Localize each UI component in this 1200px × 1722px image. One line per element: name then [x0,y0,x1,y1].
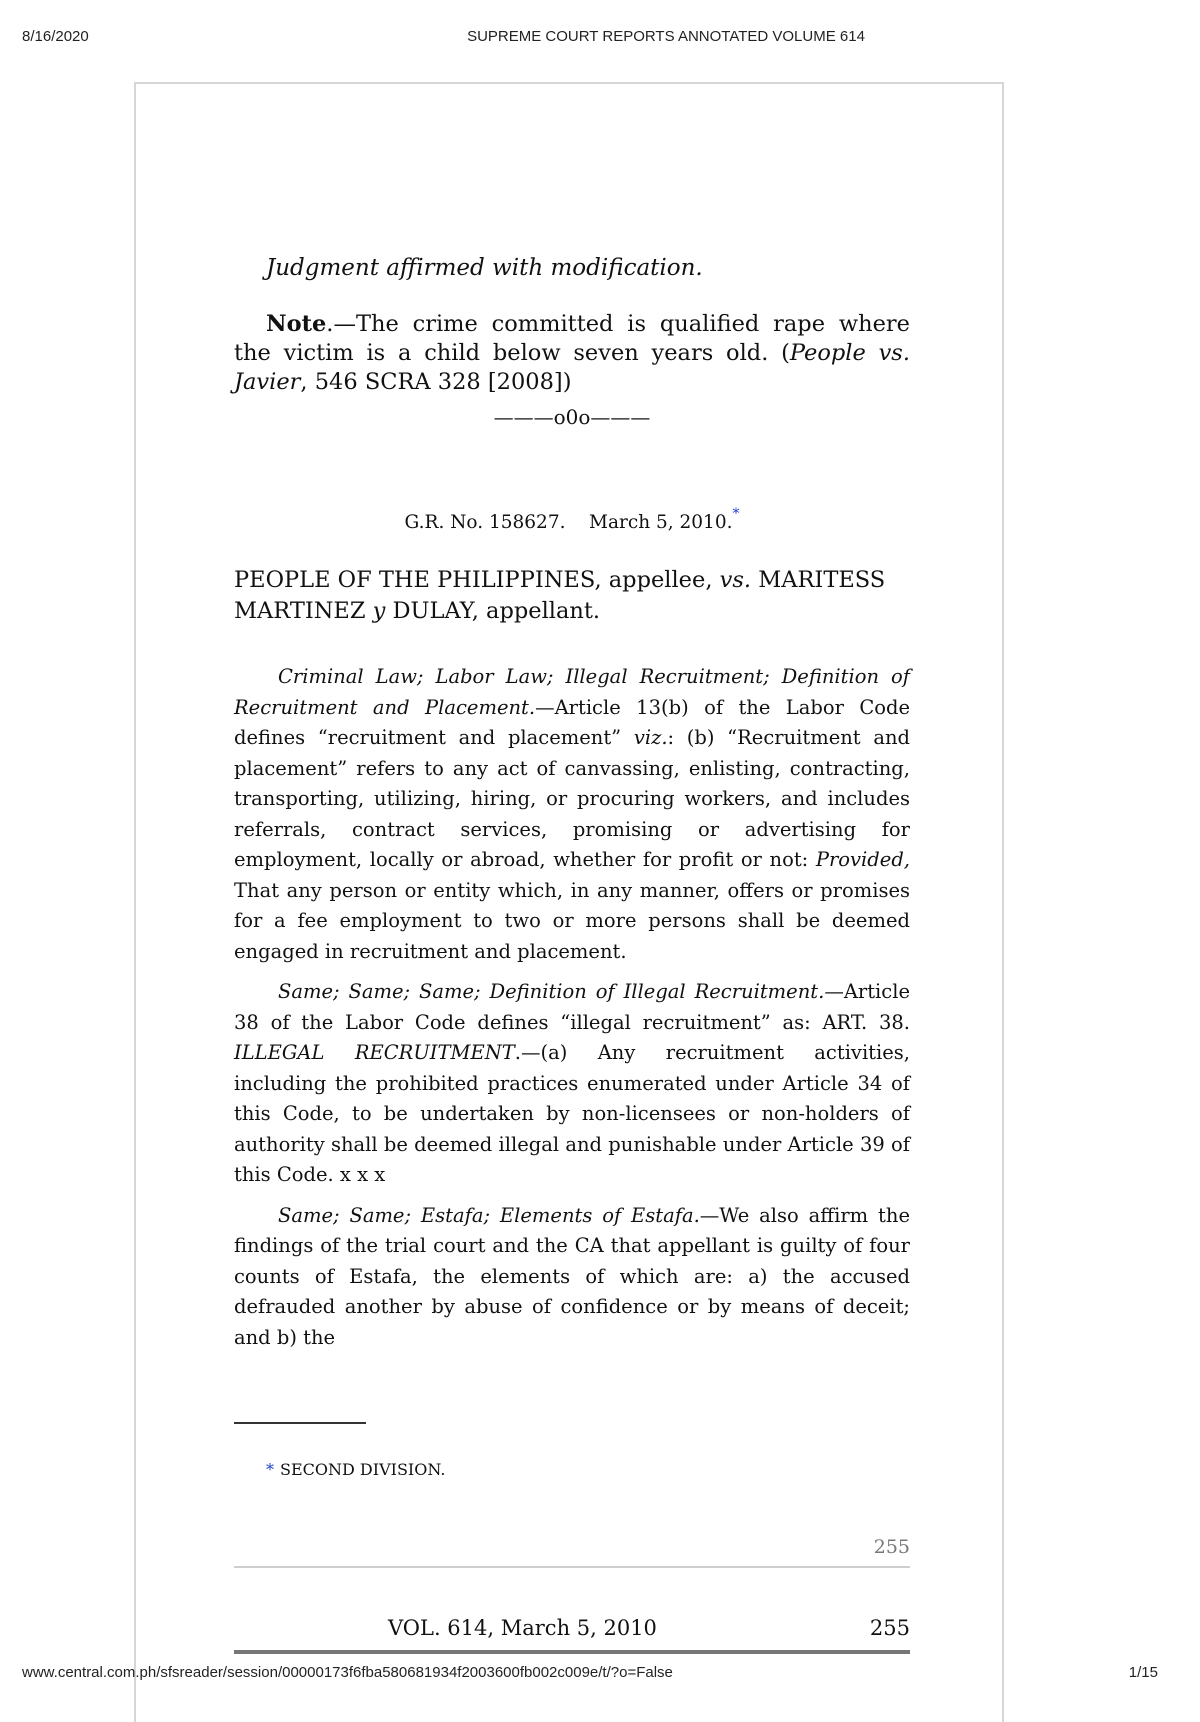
note-citation: People vs. Javier [234,340,910,395]
verdict: Judgment affirmed with modification. [266,255,703,281]
syllabus-heading: Same; Same; Same; Definition of Illegal Recruitment. [278,980,825,1003]
footnote-divider [234,1422,366,1424]
syllabus-italic: ILLEGAL RECRUITMENT [234,1041,515,1064]
note-paragraph [234,310,910,397]
gr-number: G.R. No. 158627. [404,512,566,533]
syllabus [234,662,910,1363]
party-appellant-rest: DULAY, appellant. [385,598,601,624]
gr-date: March 5, 2010. [589,512,733,533]
syllabus-text: : (b) “Recruitment and placement” refers to any act of canvassing, enlisting, contracting, transporting, utilizing, hiring, or procuring workers, and includes referrals, contract services, promising or advertising for employment, locally or abroad, whether for profit or not: [234,726,910,871]
case-parties [234,565,910,627]
syllabus-paragraph [234,662,910,967]
print-date: 8/16/2020 [22,28,89,45]
syllabus-text: —We also affirm the findings of the trial court and the CA that appellant is guilty of four counts of Estafa, the elements of which are: a) the accused defrauded another by abuse of confidence or by means of deceit; and b) the [234,1203,910,1349]
syllabus-text: —Article 13(b) of the Labor Code defines “recruitment and placement” [234,695,910,749]
note-text-2: , 546 SCRA 328 [2008]) [300,369,572,395]
print-url: www.central.com.ph/sfsreader/session/00000173f6fba580681934f2003600fb002c009e/t/?o=False [22,1664,673,1681]
running-head-rule [234,1650,910,1654]
syllabus-text: .—(a) Any recruitment activities, including the prohibited practices enumerated under Article 34 of this Code, to be undertaken by non-licensees or non-holders of authority shall be deemed illegal and punishable under Article 39 of this Code. x x x [234,1041,911,1186]
syllabus-italic: Provided, [815,848,910,871]
running-head-page: 255 [869,1616,910,1640]
print-page-count: 1/15 [1128,1664,1158,1681]
section-separator: ———o0o——— [493,405,651,429]
note-label: Note [266,311,327,337]
print-header [0,28,1200,48]
syllabus-italic: viz. [633,726,668,749]
party-appellant-y: y [372,598,386,624]
print-title: SUPREME COURT REPORTS ANNOTATED VOLUME 614 [467,28,865,45]
footnote [266,1460,445,1479]
party-appellant-name: MARITESS MARTINEZ [234,567,886,624]
footnote-text: SECOND DIVISION. [280,1460,446,1479]
party-appellee: PEOPLE OF THE PHILIPPINES, appellee, [234,567,720,593]
footnote-marker[interactable]: * [266,1460,274,1479]
syllabus-paragraph [234,977,910,1191]
syllabus-paragraph [234,1201,910,1354]
footnote-link[interactable]: * [732,506,740,522]
syllabus-heading: Criminal Law; Labor Law; Illegal Recruitment; Definition of Recruitment and Placement. [234,665,910,719]
page-divider [234,1566,910,1568]
syllabus-text: —Article 38 of the Labor Code defines “illegal recruitment” as: ART. 38. [234,980,910,1034]
page-number: 255 [873,1536,910,1558]
versus: vs. [719,567,752,593]
note-text-1: .—The crime committed is qualified rape where the victim is a child below seven years old. ( [234,311,910,366]
running-head-title: VOL. 614, March 5, 2010 [388,1616,657,1640]
syllabus-text: That any person or entity which, in any manner, offers or promises for a fee employment to two or more persons shall be deemed engaged in recruitment and placement. [234,878,910,963]
print-footer [0,1664,1200,1684]
case-number [234,506,910,533]
syllabus-heading: Same; Same; Estafa; Elements of Estafa. [278,1203,700,1227]
